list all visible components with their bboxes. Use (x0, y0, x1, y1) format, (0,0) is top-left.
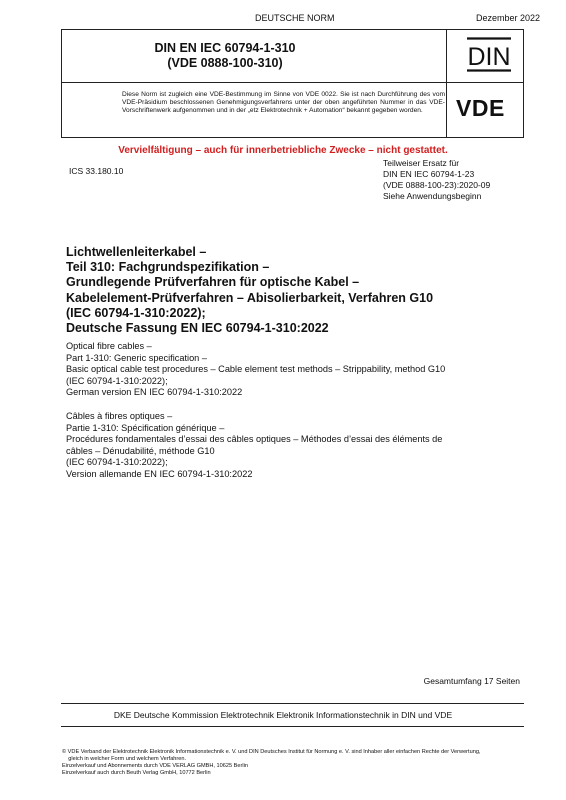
title-german (66, 245, 433, 336)
logo-column-divider (446, 29, 447, 138)
dke-top-rule (61, 703, 524, 704)
replacement-line: Teilweiser Ersatz für (383, 158, 460, 168)
title-german-line: Lichtwellenleiterkabel – (66, 245, 207, 259)
din-logo (466, 37, 512, 72)
title-german-line: (IEC 60794-1-310:2022); (66, 305, 206, 320)
footer-line: Einzelverkauf auch durch Beuth Verlag GmbH, 10772 Berlin (62, 770, 211, 777)
title-german-line: Grundlegende Prüfverfahren für optische Kabel – (66, 275, 360, 290)
title-german-line: Teil 310: Fachgrundspezifikation – (66, 260, 270, 275)
title-french-line: Câbles à fibres optiques – (66, 411, 173, 421)
title-english-line: Optical fibre cables – (66, 341, 152, 351)
footer-line: © VDE Verband der Elektrotechnik Elektronik Informationstechnik e. V. und DIN Deutsches Institut für Normung e. V. sind Inhaber aller einfachen Rechte der Verwertung, (62, 749, 481, 755)
header-right-border (523, 29, 524, 138)
total-page-count: Gesamtumfang 17 Seiten (423, 676, 520, 686)
title-french-line: Partie 1-310: Spécification générique – (66, 422, 225, 433)
copyright-footer (62, 749, 481, 777)
header-top-rule (61, 29, 524, 30)
replacement-line: (VDE 0888-100-23):2020-09 (383, 180, 491, 190)
title-german-line: Kabelelement-Prüfverfahren – Abisolierbarkeit, Verfahren G10 (66, 290, 434, 305)
replacement-line: Siehe Anwendungsbeginn (383, 191, 482, 201)
title-german-line: Deutsche Fassung EN IEC 60794-1-310:2022 (66, 321, 329, 336)
din-logo-text: DIN (467, 43, 511, 71)
footer-line: gleich in welcher Form und welchem Verfahren. (62, 756, 187, 763)
footer-line: Einzelverkauf und Abonnements durch VDE VERLAG GMBH, 10625 Berlin (62, 763, 248, 770)
title-french-line: Procédures fondamentales d’essai des câbles optiques – Méthodes d’essai des éléments de (66, 434, 443, 445)
title-french (66, 411, 442, 481)
ics-code: ICS 33.180.10 (69, 166, 124, 176)
vde-regulation-notice: Diese Norm ist zugleich eine VDE-Bestimmung im Sinne von VDE 0022. Sie ist nach Durchführung des vom VDE-Präsidium beschlossenen Genehmigungsverfahrens unter der oben angeführten Nummer in das VDE-Vorschriftenwerk aufgenommen und in der „etz Elektrotechnik + Automation“ bekannt gegeben worden. (122, 91, 445, 114)
title-french-line: (IEC 60794-1-310:2022); (66, 457, 168, 468)
header-middle-rule (61, 82, 524, 83)
dke-commission-line: DKE Deutsche Kommission Elektrotechnik Elektronik Informationstechnik in DIN und VDE (113, 710, 453, 720)
replacement-line: DIN EN IEC 60794-1-23 (383, 169, 475, 179)
reproduction-warning: Vervielfältigung – auch für innerbetriebliche Zwecke – nicht gestattet. (118, 145, 448, 156)
header-bottom-rule (61, 137, 524, 138)
title-english-line: Basic optical cable test procedures – Cable element test methods – Strippability, method G10 (66, 364, 446, 375)
document-type-label: DEUTSCHE NORM (255, 13, 335, 23)
title-english (66, 341, 445, 399)
title-english-line: (IEC 60794-1-310:2022); (66, 375, 168, 386)
title-english-line: German version EN IEC 60794-1-310:2022 (66, 387, 243, 398)
publication-date: Dezember 2022 (475, 13, 540, 23)
title-english-line: Part 1-310: Generic specification – (66, 352, 207, 363)
title-french-line: câbles – Dénudabilité, méthode G10 (66, 445, 215, 456)
vde-logo: VDE (456, 95, 505, 121)
standard-number: DIN EN IEC 60794-1-310 (154, 41, 296, 55)
title-french-line: Version allemande EN IEC 60794-1-310:2022 (66, 468, 253, 479)
dke-bottom-rule (61, 726, 524, 727)
vde-classification-number: (VDE 0888-100-310) (167, 56, 283, 70)
